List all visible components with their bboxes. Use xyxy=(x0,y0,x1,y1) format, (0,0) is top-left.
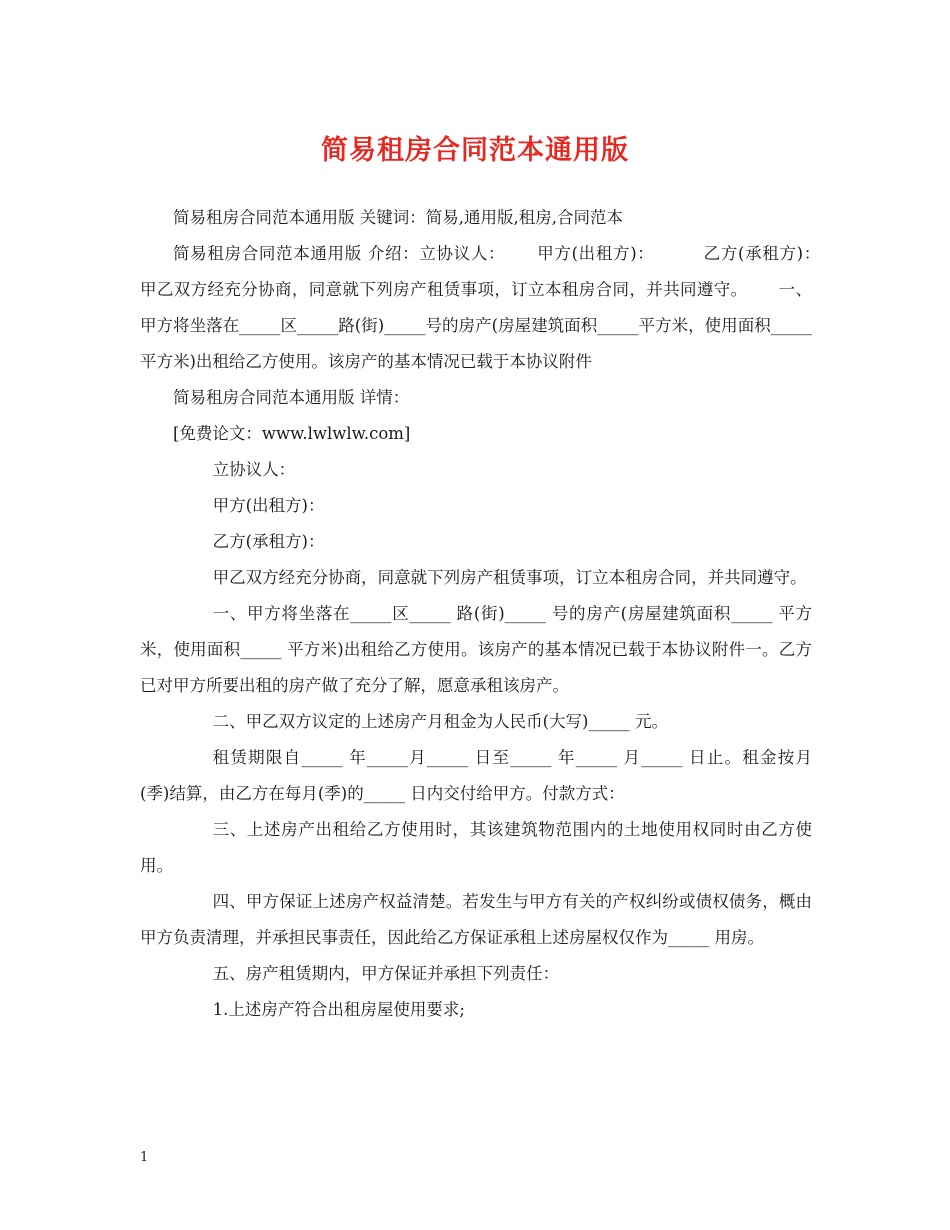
paragraph-clause-3: 三、上述房产出租给乙方使用时，其该建筑物范围内的土地使用权同时由乙方使用。 xyxy=(140,820,812,875)
paragraph-source-link: [免费论文：www.lwlwlw.com] xyxy=(173,424,411,443)
paragraph-intro: 简易租房合同范本通用版 介绍：立协议人： 甲方(出租方)： 乙方(承租方)： 甲乙双方经充分协商，同意就下列房产租赁事项，订立本租房合同，并共同遵守。 一、甲方将坐落在_____区_____路(街)_____号的房产(房屋建筑面积_____平方米，使用面积_____平方米)出租给乙方使用。该房产的基本情况已载于本协议附件 xyxy=(140,244,851,371)
paragraph-clause-1: 一、甲方将坐落在_____区_____ 路(街)_____ 号的房产(房屋建筑面积_____ 平方米，使用面积_____ 平方米)出租给乙方使用。该房产的基本情况已载于本协议附件一。乙方已对甲方所要出租的房产做了充分了解，愿意承租该房产。 xyxy=(140,604,812,695)
paragraph-clause-4: 四、甲方保证上述房产权益清楚。若发生与甲方有关的产权纠纷或债权债务，概由甲方负责清理，并承担民事责任，因此给乙方保证承租上述房屋权仅作为_____ 用房。 xyxy=(140,892,812,947)
paragraph-clause-2: 二、甲乙双方议定的上述房产月租金为人民币(大写)_____ 元。 xyxy=(212,712,668,731)
paragraph-lease-term: 租赁期限自_____ 年_____月_____ 日至_____ 年_____ 月_____ 日止。租金按月(季)结算，由乙方在每月(季)的_____ 日内交付给甲方。付款方式： xyxy=(140,748,812,803)
document-title: 简易租房合同范本通用版 xyxy=(321,135,629,166)
paragraph-agreement: 甲乙双方经充分协商，同意就下列房产租赁事项，订立本租房合同，并共同遵守。 xyxy=(212,568,807,587)
paragraph-party-b: 乙方(承租方)： xyxy=(212,532,325,551)
paragraph-clause-5: 五、房产租赁期内，甲方保证并承担下列责任： xyxy=(212,964,560,983)
paragraph-keywords: 简易租房合同范本通用版 关键词：简易,通用版,租房,合同范本 xyxy=(173,208,623,227)
document-body xyxy=(140,200,851,1028)
paragraph-parties-heading: 立协议人： xyxy=(212,460,296,479)
page-number: 1 xyxy=(140,1150,149,1165)
paragraph-party-a: 甲方(出租方)： xyxy=(212,496,325,515)
paragraph-details-heading: 简易租房合同范本通用版 详情： xyxy=(173,388,410,407)
paragraph-clause-5-item-1: 1.上述房产符合出租房屋使用要求; xyxy=(212,1000,465,1019)
